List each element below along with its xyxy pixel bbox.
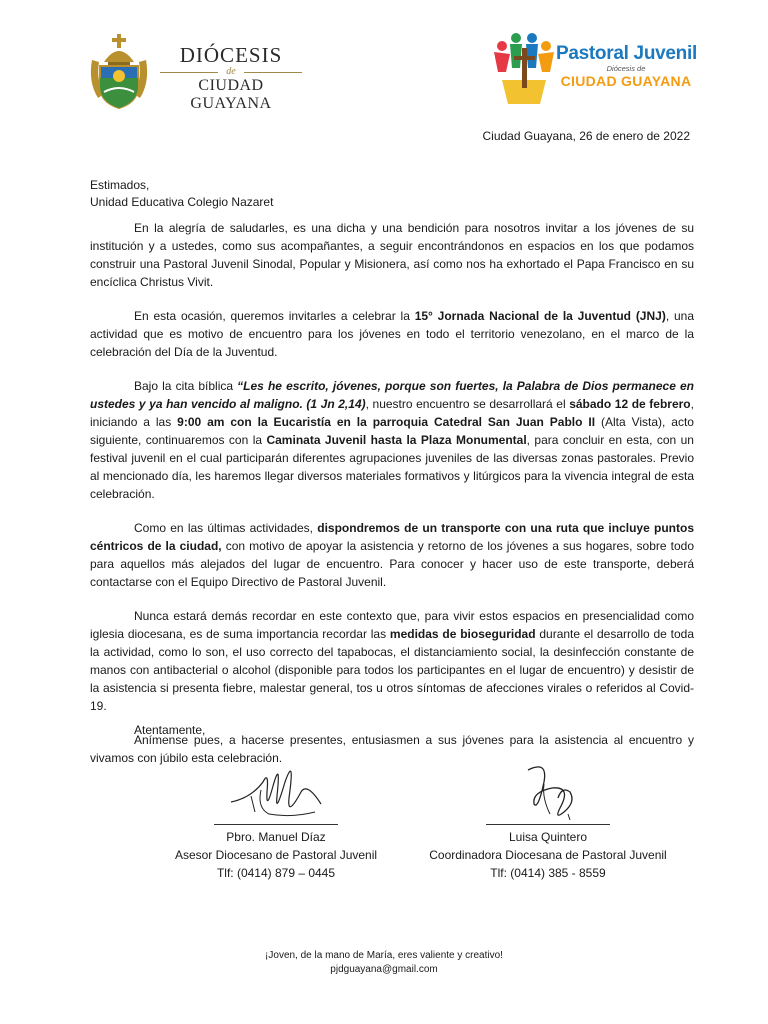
signer-name: Pbro. Manuel Díaz (226, 830, 326, 844)
sign-off: Atentamente, (134, 723, 206, 737)
signer-role: Coordinadora Diocesana de Pastoral Juvenil (429, 848, 667, 862)
salutation (90, 177, 273, 211)
paragraph-1: En la alegría de saludarles, es una dicha y una bendición para nosotros invitar a los jóvenes de su institución y a ustedes, como sus acompañantes, a seguir encontrándonos en espacios en los que podamos construir una Pastoral Juvenil Sinodal, Popular y Misionera, así como nos ha exhortado el Papa Francisco en su encíclica Christus Vivit. (90, 221, 694, 289)
pastoral-juvenil-logo (488, 28, 698, 108)
handwritten-signature-icon (498, 752, 598, 824)
signature-line (214, 824, 338, 825)
pastoral-city: CIUDAD GUAYANA (560, 73, 692, 89)
pastoral-subtitle: Diócesis de (606, 64, 646, 73)
signer-role: Asesor Diocesano de Pastoral Juvenil (174, 848, 378, 862)
diocese-de: de (156, 66, 306, 77)
signature-block-left (140, 752, 412, 882)
letter-date: Ciudad Guayana, 26 de enero de 2022 (482, 129, 690, 143)
pastoral-juvenil-emblem-icon (488, 28, 560, 106)
diocese-logo (86, 32, 311, 112)
footer-motto: ¡Joven, de la mano de María, eres valiente y creativo! (265, 950, 503, 961)
paragraph-4: Como en las últimas actividades, dispondremos de un transporte con una ruta que incluye puntos céntricos de la ciudad, con motivo de apoyar la asistencia y retorno de los jóvenes a sus hogares, sobre todo para aquellos más alejados del lugar de encuentro. Para conocer y hacer uso de este transporte, deberá contactarse con el Equipo Directivo de Pastoral Juvenil. (90, 521, 695, 589)
paragraph-5: Nunca estará demás recordar en este contexto que, para vivir estos espacios en presencialidad como iglesia diocesana, es de suma importancia recordar las medidas de bioseguridad durante el desarrollo de toda la actividad, como lo son, el uso correcto del tapabocas, el distanciamiento social, la desinfección constante de manos con antibacterial o alcohol (disponible para todos los participantes en el lugar de encuentro) y desistir de la asistencia si presenta fiebre, malestar general, tos u otros síntomas de afecciones virales o referidos al Covid-19. (90, 609, 694, 713)
pastoral-title: Pastoral Juvenil (556, 43, 697, 64)
signer-phone: Tlf: (0414) 385 - 8559 (490, 866, 606, 880)
handwritten-signature-icon (211, 752, 341, 824)
signature-block-right (398, 752, 698, 882)
diocese-seal-icon (86, 32, 152, 112)
paragraph-6: Anímense pues, a hacerse presentes, entusiasmen a sus jóvenes para la asistencia al encuentro y vivamos con júbilo esta celebración. (90, 733, 694, 765)
diocese-title: DIÓCESIS (179, 43, 283, 67)
footer-email: pjdguayana@gmail.com (330, 964, 438, 975)
signer-phone: Tlf: (0414) 879 – 0445 (216, 866, 336, 880)
letter-body (90, 219, 694, 783)
paragraph-2: En esta ocasión, queremos invitarles a celebrar la 15° Jornada Nacional de la Juventud (JNJ), una actividad que es motivo de encuentro para los jóvenes en todo el territorio venezolano, en el marco de la celebración del Día de la Juventud. (90, 309, 695, 359)
letter-footer (0, 949, 768, 977)
diocese-city: CIUDAD GUAYANA (190, 77, 272, 112)
signature-line (486, 824, 610, 825)
salutation-greeting: Estimados, (90, 178, 150, 192)
signer-name: Luisa Quintero (508, 830, 588, 844)
paragraph-3: Bajo la cita bíblica “Les he escrito, jóvenes, porque son fuertes, la Palabra de Dios permanece en ustedes y ya han vencido al maligno. (1 Jn 2,14), nuestro encuentro se desarrollará el sábado 12 de febrero, iniciando a las 9:00 am con la Eucaristía en la parroquia Catedral San Juan Pablo II (Alta Vista), acto siguiente, continuaremos con la Caminata Juvenil hasta la Plaza Monumental, para concluir en esta, con un festival juvenil en el cual participarán diferentes agrupaciones juveniles de las diversas zonas pastorales. Previo al mencionado día, les haremos llegar diversos materiales formativos y litúrgicos para la vivencia integral de esta celebración. (90, 379, 694, 501)
salutation-recipient: Unidad Educativa Colegio Nazaret (90, 195, 274, 209)
